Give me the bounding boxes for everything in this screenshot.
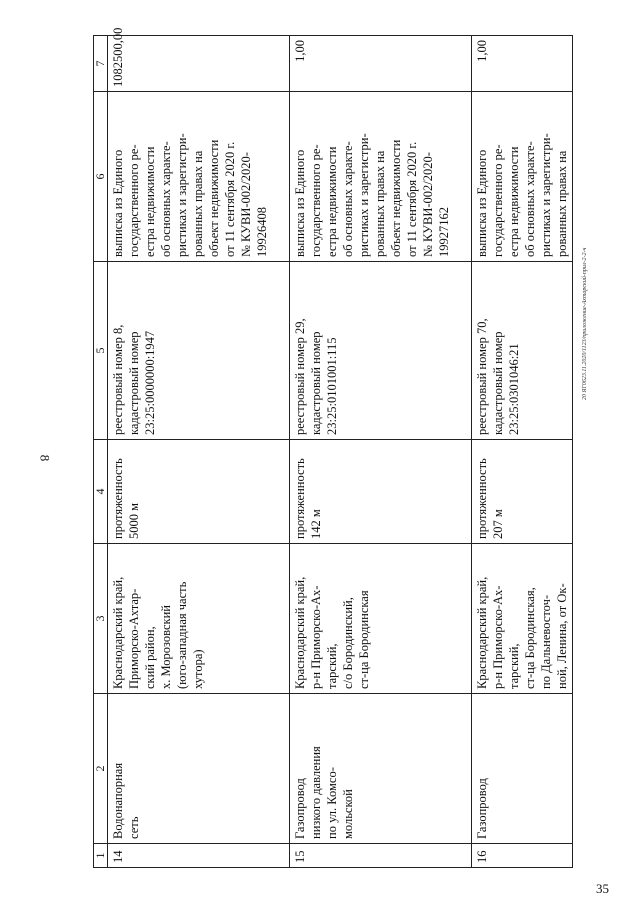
table-row — [290, 36, 472, 868]
object-name: Газопровод — [472, 694, 573, 844]
column-header: 4 — [94, 440, 108, 544]
property-table-container — [93, 27, 573, 868]
object-value: 1,00 — [472, 36, 573, 92]
object-length: протяженность 142 м — [290, 440, 472, 544]
row-number: 14 — [108, 844, 290, 868]
object-name: Водонапорная сеть — [108, 694, 290, 844]
registry-number: реестровый номер 29, кадастровый номер 23:25:0101001:115 — [290, 262, 472, 440]
object-address: Краснодарский край, р-н Приморско-Ах- тарский, с/о Бородинский, ст-ца Бородинская — [290, 544, 472, 694]
column-header: 1 — [94, 844, 108, 868]
registry-extract: выписка из Единого государственного ре- естра недвижимости об основных характе- ристиках и зарегистри- рованных правах на объект недвижимости от 11 сентября 2020 г. № КУВИ-002/2020- 19927162 — [290, 92, 472, 262]
column-header: 3 — [94, 544, 108, 694]
table-header-row — [94, 36, 108, 868]
object-length: протяженность 207 м — [472, 440, 573, 544]
row-number: 15 — [290, 844, 472, 868]
column-header: 6 — [94, 92, 108, 262]
object-value: 1,00 — [290, 36, 472, 92]
registry-number: реестровый номер 70, кадастровый номер 23:25:0301046:21 — [472, 262, 573, 440]
table-row — [472, 36, 573, 868]
column-header: 7 — [94, 36, 108, 92]
object-address: Краснодарский край, р-н Приморско-Ах- тарский, ст-ца Бородинская, по Дальневосточ- ной, Ленина, от Ок- — [472, 544, 573, 694]
object-length: протяженность 5000 м — [108, 440, 290, 544]
object-value: 1082500,00 — [108, 36, 290, 92]
registry-number: реестровый номер 8, кадастровый номер 23:25:0000000:1947 — [108, 262, 290, 440]
sheet-number: 35 — [596, 881, 609, 896]
table-row — [108, 36, 290, 868]
column-header: 2 — [94, 694, 108, 844]
document-stamp: 20 ЯГ0623.11.2020/1123/приложение-Ахтарский-прил-2-2-ч — [582, 247, 588, 400]
object-address: Краснодарский край, Приморско-Ахтар- ский район, х. Морозовский (юго-западная часть хутора) — [108, 544, 290, 694]
column-header: 5 — [94, 262, 108, 440]
row-number: 16 — [472, 844, 573, 868]
registry-extract: выписка из Единого государственного ре- естра недвижимости об основных характе- ристиках и зарегистри- рованных правах на — [472, 92, 573, 262]
property-table — [93, 27, 573, 868]
page-number: 8 — [37, 454, 53, 462]
object-name: Газопровод низкого давления по ул. Комсо- мольской — [290, 694, 472, 844]
registry-extract: выписка из Единого государственного ре- естра недвижимости об основных характе- ристиках и зарегистри- рованных правах на объект недвижимости от 11 сентября 2020 г. № КУВИ-002/2020- 19926408 — [108, 92, 290, 262]
